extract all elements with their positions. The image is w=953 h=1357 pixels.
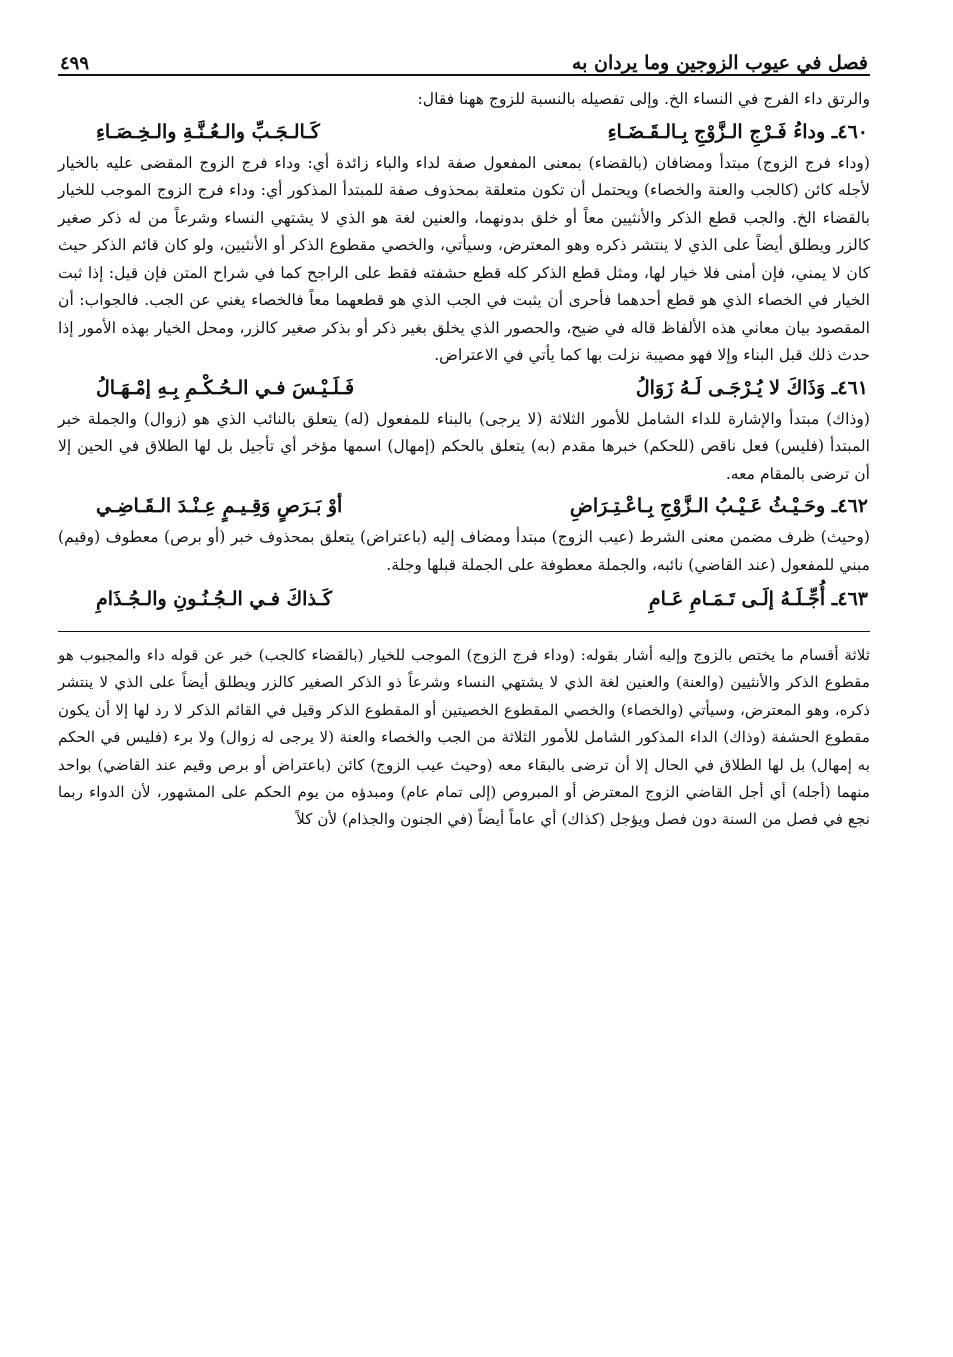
- main-text: [58, 86, 870, 617]
- footnote-divider: [58, 631, 870, 632]
- commentary-461: (وذاك) مبتدأ والإشارة للداء الشامل للأمور الثلاثة (لا يرجى) بالبناء للمفعول (له) يتعلق بالنائب الذي هو (زوال) والجملة خبر المبتدأ (فليس) فعل ناقص (للحكم) خبرها مقدم (به) يتعلق بالحكم (إمهال) اسمها مؤخر أي تأجيل بل لها الطلاق في الحين إلا أن ترضى بالمقام معه.: [58, 409, 870, 483]
- verse-second-hemistich: أوْ بَـرَصٍ وَقِـيـمٍ عِـنْـدَ الـقَـاضِـي: [96, 495, 343, 517]
- verse-second-hemistich: كَـالـجَـبِّ والـعُـنَّـةِ والـخِـصَـاءِ: [96, 120, 320, 143]
- footnotes: [58, 642, 870, 834]
- verse-460: [58, 114, 870, 150]
- verse-first-hemistich: ٤٦٣ـ أُجِّـلَـهُ إلَـى تَـمَـامِ عَـامِ: [648, 588, 868, 610]
- chapter-title: فصل في عيوب الزوجين وما يردان به: [571, 52, 868, 74]
- footnote-text: ثلاثة أقسام ما يختص بالزوج وإليه أشار بقوله: (وداء فرج الزوج) الموجب للخيار (بالقضاء كالجب) خبر عن قوله داء والمجبوب هو مقطوع الذكر والأنثيين (والعنة) والعنين لغة الذي لا يشتهي النساء وشرعاً ذو الذكر الصغير كالزر ويطلق أيضاً على الذي لا ينتشر ذكره، وهو المعترض، وسيأتي (والخصاء) والخصي المقطوع الخصيتين أو المقطوع الذكر وقيل في القائم الذكر لا رد لها إلا أن يكون مقطوع الحشفة (وذاك) الداء المذكور الشامل للأمور الثلاثة من الجب والخصاء والعنة (لا يرجى له زوال) ولا برء (فليس في الحكم به إمهال) بل لها الطلاق في الحال إلا أن ترضى بالبقاء معه (وحيث عيب الزوج) كائن (باعتراض أو برص وقيم عند القاضي) بواحد منهما (أجله) أي أجل القاضي الزوج المعترض أو المبروص (إلى تمام عام) ومبدؤه من يوم الحكم على المشهور، لأن الدواء ربما نجع في فصل من السنة دون فصل ويؤجل (كذاك) أي عاماً أيضاً (في الجنون والجذام) لأن كلاً: [58, 646, 870, 829]
- running-header: [58, 36, 870, 76]
- verse-462: [58, 488, 870, 524]
- verse-first-hemistich: ٤٦١ـ وَذَاكَ لا يُـرْجَـى لَـهُ زَوَالُ: [635, 376, 868, 399]
- commentary-460: (وداء فرج الزوج) مبتدأ ومضافان (بالقضاء) بمعنى المفعول صفة لداء والباء زائدة أي: وداء فرج الزوج المقضى عليه بالخيار لأجله كائن (كالجب والعنة والخصاء) ويحتمل أن تكون متعلقة بمحذوف صفة للمبتدأ المذكور أي: وداء فرج الزوج الموجب للخيار بالقضاء الخ. والجب قطع الذكر والأنثيين معاً أو خلق بدونهما، والعنين لغة هو الذي لا يشتهي النساء وشرعاً من له ذكر صغير كالزر ويطلق أيضاً على الذي لا ينتشر ذكره وهو المعترض، وسيأتي، والخصي مقطوع الذكر أو الأنثيين، ولو كان قائم الذكر حيث كان لا يمني، فإن أمنى فلا خيار لها، ومثل قطع الذكر كله قطع حشفته فقط على الراجح كما في شراح المتن فإن قيل: إذا ثبت الخيار في الخصاء الذي هو قطع أحدهما فأحرى أن يثبت في الجب الذي هو قطعهما معاً فالخصاء يغني عن الجب. فالجواب: أن المقصود بيان معاني هذه الألفاظ قاله في ضيح، والحصور الذي يخلق بغير ذكر أو بذكر صغير كالزر، ومحل الخيار بهذه الأمور إذا حدث ذلك قبل البناء وإلا فهو مصيبة نزلت بها كما يأتي في الاعتراض.: [58, 153, 870, 364]
- verse-second-hemistich: فَـلَـيْـسَ فـي الـحُـكْـمِ بِـهِ إمْـهَـالُ: [96, 376, 355, 399]
- book-page: [58, 36, 870, 1336]
- verse-first-hemistich: ٤٦٢ـ وحَـيْـثُ عَـيْـبُ الـزَّوْجِ بِـاعْـتِـرَاضِ: [569, 495, 868, 517]
- verse-463: [58, 581, 870, 617]
- page-number: ٤٩٩: [60, 53, 90, 74]
- verse-461: [58, 370, 870, 406]
- verse-second-hemistich: كَـذاكَ فـي الـجُـنُـونِ والـجُـذَامِ: [96, 588, 333, 610]
- commentary-462: (وحيث) ظرف مضمن معنى الشرط (عيب الزوج) مبتدأ ومضاف إليه (باعتراض) يتعلق بمحذوف خبر (أو برص) معطوف (وقيم) مبني للمفعول (عند القاضي) نائبه، والجملة معطوفة على الجملة قبلها وجلة.: [58, 528, 870, 574]
- intro-paragraph: والرتق داء الفرج في النساء الخ. وإلى تفصيله بالنسبة للزوج ههنا فقال:: [417, 90, 870, 108]
- verse-first-hemistich: ٤٦٠ـ وداءُ فَـرْجِ الـزَّوْجِ بِـالـقَـضَـاءِ: [607, 120, 868, 143]
